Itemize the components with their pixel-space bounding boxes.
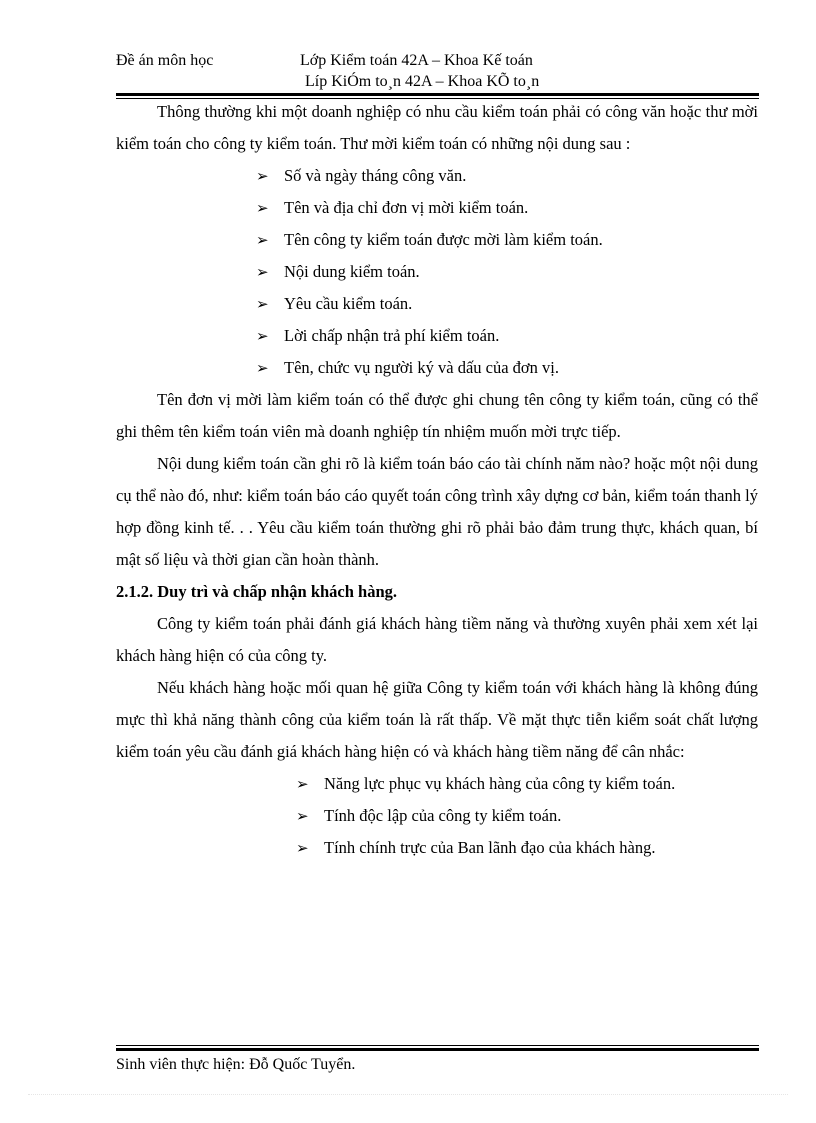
arrow-bullet-icon: ➢ bbox=[256, 263, 269, 281]
arrow-bullet-icon: ➢ bbox=[256, 167, 269, 185]
arrow-bullet-icon: ➢ bbox=[256, 295, 269, 313]
invitation-contents-list bbox=[116, 160, 758, 384]
list-item: ➢ Yêu cầu kiểm toán. bbox=[256, 288, 758, 320]
paragraph: Thông thường khi một doanh nghiệp có nhu cầu kiểm toán phải có công văn hoặc thư mời kiểm toán cho công ty kiểm toán. Thư mời kiểm toán có những nội dung sau : bbox=[116, 102, 758, 153]
footer-rule-thin bbox=[116, 1045, 759, 1046]
document-body bbox=[116, 96, 758, 864]
list-item: ➢ Tên và địa chỉ đơn vị mời kiểm toán. bbox=[256, 192, 758, 224]
list-item: ➢ Lời chấp nhận trả phí kiểm toán. bbox=[256, 320, 758, 352]
arrow-bullet-icon: ➢ bbox=[296, 839, 309, 857]
paragraph: Nội dung kiểm toán cần ghi rõ là kiểm toán báo cáo tài chính năm nào? hoặc một nội dung cụ thể nào đó, như: kiểm toán báo cáo quyết toán công trình xây dựng cơ bản, kiểm toán thanh lý hợp đồng kinh tế. . . Yêu cầu kiểm toán thường ghi rõ phải bảo đảm trung thực, khách quan, bí mật số liệu và thời gian cần hoàn thành. bbox=[116, 454, 758, 569]
list-item: ➢ Tính độc lập của công ty kiểm toán. bbox=[296, 800, 758, 832]
arrow-bullet-icon: ➢ bbox=[256, 199, 269, 217]
arrow-bullet-icon: ➢ bbox=[256, 359, 269, 377]
paragraph: Tên đơn vị mời làm kiểm toán có thể được ghi chung tên công ty kiểm toán, cũng có thể ghi thêm tên kiểm toán viên mà doanh nghiệp tín nhiệm muốn mời trực tiếp. bbox=[116, 390, 758, 441]
arrow-bullet-icon: ➢ bbox=[256, 327, 269, 345]
list-item: ➢ Số và ngày tháng công văn. bbox=[256, 160, 758, 192]
list-item: ➢ Tính chính trực của Ban lãnh đạo của khách hàng. bbox=[296, 832, 758, 864]
header-class: Lớp Kiểm toán 42A – Khoa Kế toán bbox=[300, 52, 533, 69]
footer-rule-thick bbox=[116, 1048, 759, 1051]
list-item: ➢ Tên công ty kiểm toán được mời làm kiểm toán. bbox=[256, 224, 758, 256]
list-item: ➢ Năng lực phục vụ khách hàng của công ty kiểm toán. bbox=[296, 768, 758, 800]
page-bottom-divider bbox=[28, 1094, 788, 1095]
paragraph: Công ty kiểm toán phải đánh giá khách hàng tiềm năng và thường xuyên phải xem xét lại khách hàng hiện có của công ty. bbox=[116, 614, 758, 665]
footer-author: Sinh viên thực hiện: Đỗ Quốc Tuyển. bbox=[116, 1056, 356, 1073]
evaluation-criteria-list bbox=[116, 768, 758, 864]
arrow-bullet-icon: ➢ bbox=[256, 231, 269, 249]
arrow-bullet-icon: ➢ bbox=[296, 807, 309, 825]
list-item: ➢ Nội dung kiểm toán. bbox=[256, 256, 758, 288]
section-heading: 2.1.2. Duy trì và chấp nhận khách hàng. bbox=[116, 582, 398, 601]
header-course: Đề án môn học bbox=[116, 52, 214, 69]
list-item: ➢ Tên, chức vụ người ký và dấu của đơn vị. bbox=[256, 352, 758, 384]
header-class-garbled: Líp KiÓm to¸n 42A – Khoa KÕ to¸n bbox=[305, 73, 540, 90]
arrow-bullet-icon: ➢ bbox=[296, 775, 309, 793]
paragraph: Nếu khách hàng hoặc mối quan hệ giữa Công ty kiểm toán với khách hàng là không đúng mực thì khả năng thành công của kiểm toán là rất thấp. Về mặt thực tiễn kiểm soát chất lượng kiểm toán yêu cầu đánh giá khách hàng hiện có và khách hàng tiềm năng để cân nhắc: bbox=[116, 678, 758, 761]
